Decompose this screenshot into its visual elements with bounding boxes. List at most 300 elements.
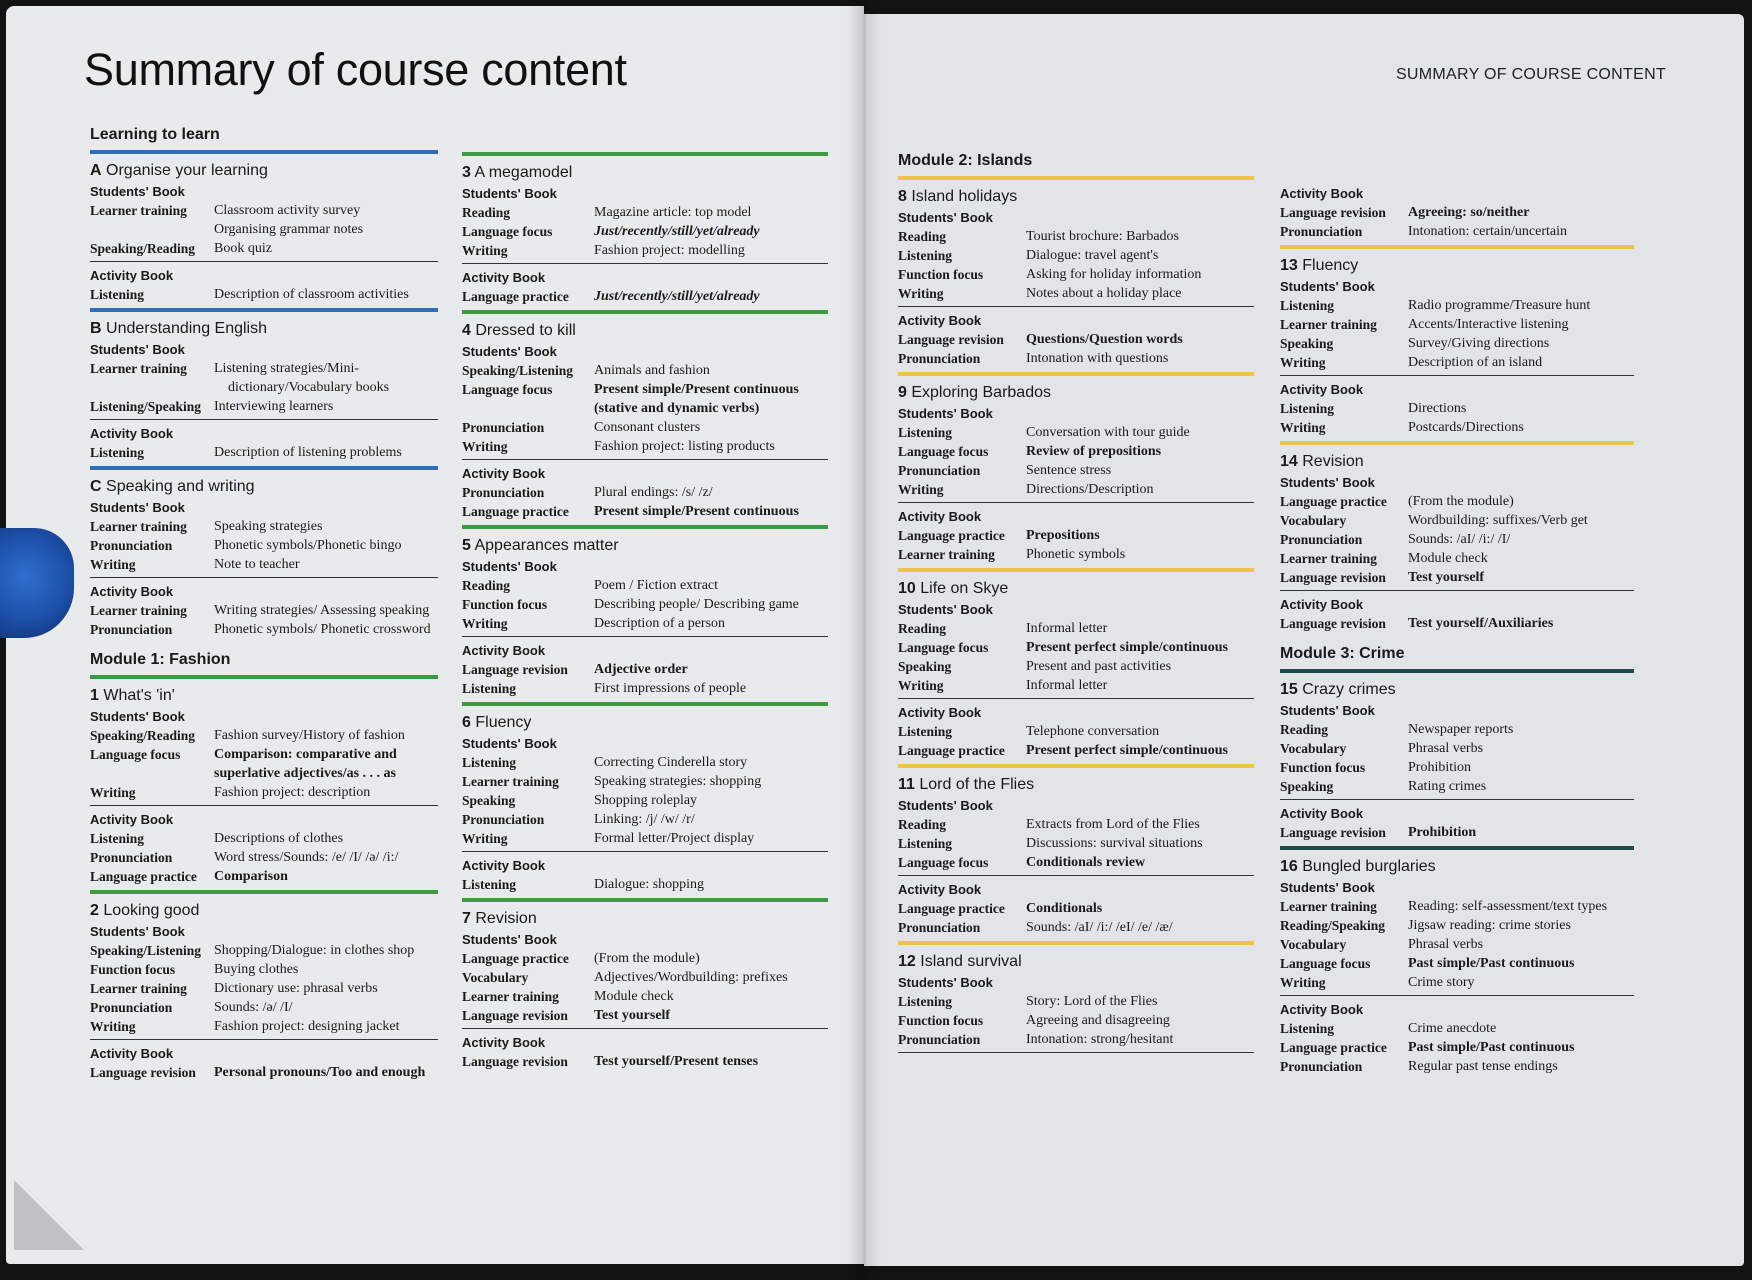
skill-content: Just/recently/still/yet/already — [594, 289, 760, 304]
content-row — [462, 287, 828, 306]
content-row — [1280, 823, 1634, 842]
unit-title — [1280, 679, 1634, 701]
unit-name: Exploring Barbados — [911, 384, 1051, 401]
skill-content: Description of an island — [1408, 355, 1543, 370]
skill-label: Speaking/Reading — [90, 241, 196, 256]
content-row — [1280, 334, 1634, 353]
content-row — [898, 1011, 1254, 1030]
skill-label: Language revision — [1280, 205, 1386, 220]
skill-label: Language revision — [1280, 825, 1386, 840]
unit-number: 9 — [898, 384, 907, 401]
content-row — [898, 227, 1254, 246]
skill-content: Description of listening problems — [214, 445, 402, 460]
skill-content: (From the module) — [1408, 494, 1514, 509]
skill-label: Pronunciation — [90, 622, 173, 637]
skill-label: Language practice — [898, 743, 1005, 758]
content-row — [462, 614, 828, 633]
content-row — [462, 241, 828, 260]
divider — [462, 636, 828, 637]
content-row — [90, 829, 438, 848]
skill-label: Listening — [462, 877, 517, 892]
skill-label: Writing — [462, 831, 508, 846]
unit-name: Life on Skye — [920, 580, 1009, 597]
skill-label: Learner training — [90, 203, 187, 218]
section-rule — [90, 150, 438, 154]
content-row — [1280, 511, 1634, 530]
skill-label: Writing — [1280, 975, 1326, 990]
content-row — [90, 1017, 438, 1036]
skill-label: Listening — [1280, 1021, 1335, 1036]
content-row — [90, 536, 438, 555]
content-row — [1280, 954, 1634, 973]
skill-content: Fashion project: modelling — [594, 243, 745, 258]
skill-label: Listening/Speaking — [90, 399, 202, 414]
divider — [898, 306, 1254, 307]
section-rule — [462, 898, 828, 902]
content-row — [90, 601, 438, 620]
skill-label: Language revision — [462, 1054, 568, 1069]
unit-name: Island survival — [920, 953, 1022, 970]
unit-title — [462, 320, 828, 342]
content-row — [1280, 492, 1634, 511]
content-row — [1280, 1019, 1634, 1038]
content-row — [90, 397, 438, 416]
divider — [462, 459, 828, 460]
skill-content: Directions — [1408, 401, 1467, 416]
skill-content: Phrasal verbs — [1408, 741, 1484, 756]
book-subheading: Activity Book — [898, 882, 982, 897]
content-row — [1280, 614, 1634, 633]
skill-content: Present simple/Present continuous (stative and dynamic verbs) — [594, 382, 799, 416]
book-subheading: Activity Book — [1280, 806, 1364, 821]
skill-label: Function focus — [90, 962, 176, 977]
skill-label: Speaking/Listening — [462, 363, 574, 378]
book-subheading: Activity Book — [898, 705, 982, 720]
content-row — [462, 660, 828, 679]
book-subheading: Activity Book — [90, 584, 174, 599]
skill-content: Module check — [1408, 551, 1488, 566]
divider — [462, 1028, 828, 1029]
unit-name: A megamodel — [474, 164, 573, 181]
skill-label: Language focus — [90, 747, 181, 762]
skill-label: Writing — [1280, 355, 1326, 370]
skill-content: Buying clothes — [214, 962, 299, 977]
skill-label: Writing — [898, 286, 944, 301]
unit-number: 16 — [1280, 858, 1298, 875]
book-subheading: Students' Book — [898, 406, 993, 421]
skill-content: Present simple/Present continuous — [594, 504, 799, 519]
skill-content: Agreeing: so/neither — [1408, 205, 1530, 220]
skill-label: Language revision — [898, 332, 1004, 347]
divider — [462, 263, 828, 264]
section-rule — [90, 466, 438, 470]
page-corner-fold — [14, 1180, 84, 1250]
book-subheading: Activity Book — [1280, 597, 1364, 612]
skill-label: Listening — [898, 994, 953, 1009]
content-row — [898, 246, 1254, 265]
content-row — [1280, 1057, 1634, 1076]
content-row — [462, 418, 828, 437]
skill-content: Prohibition — [1408, 760, 1472, 775]
skill-content: Rating crimes — [1408, 779, 1487, 794]
unit-number: 10 — [898, 580, 916, 597]
content-row — [1280, 777, 1634, 796]
book-subheading: Activity Book — [90, 426, 174, 441]
content-row — [90, 359, 438, 397]
skill-content: Intonation: certain/uncertain — [1408, 224, 1567, 239]
skill-content: Informal letter — [1026, 621, 1108, 636]
skill-label: Pronunciation — [90, 850, 173, 865]
content-row — [90, 848, 438, 867]
unit-number: 7 — [462, 910, 471, 927]
content-row — [462, 875, 828, 894]
skill-content: Magazine article: top model — [594, 205, 752, 220]
skill-label: Pronunciation — [90, 538, 173, 553]
content-row — [90, 555, 438, 574]
skill-label: Listening — [1280, 298, 1335, 313]
skill-label: Pronunciation — [1280, 224, 1363, 239]
skill-content: Reading: self-assessment/text types — [1408, 899, 1608, 914]
content-row — [898, 638, 1254, 657]
content-row — [90, 1063, 438, 1082]
skill-label: Speaking — [1280, 336, 1334, 351]
content-row — [90, 220, 438, 239]
unit-number: 1 — [90, 687, 99, 704]
content-row — [898, 657, 1254, 676]
unit-number: A — [90, 162, 102, 179]
content-row — [90, 443, 438, 462]
section-rule — [898, 568, 1254, 572]
divider — [1280, 995, 1634, 996]
unit-name: Organise your learning — [106, 162, 268, 179]
book-subheading: Activity Book — [1280, 382, 1364, 397]
book-subheading: Activity Book — [1280, 186, 1364, 201]
skill-label: Vocabulary — [1280, 741, 1347, 756]
section-rule — [898, 941, 1254, 945]
skill-label: Learner training — [90, 519, 187, 534]
skill-content: Descriptions of clothes — [214, 831, 344, 846]
skill-content: Describing people/ Describing game — [594, 597, 799, 612]
unit-number: 8 — [898, 188, 907, 205]
skill-content: Present perfect simple/continuous — [1026, 743, 1228, 758]
content-row — [898, 284, 1254, 303]
unit-title — [462, 535, 828, 557]
skill-content: Postcards/Directions — [1408, 420, 1524, 435]
unit-number: B — [90, 320, 102, 337]
book-subheading: Students' Book — [90, 342, 185, 357]
content-row — [898, 834, 1254, 853]
skill-label: Language focus — [898, 444, 989, 459]
module-heading: Module 1: Fashion — [90, 651, 231, 668]
content-row — [90, 960, 438, 979]
content-row — [898, 676, 1254, 695]
content-row — [462, 829, 828, 848]
spacer — [90, 639, 438, 649]
skill-label: Listening — [898, 836, 953, 851]
skill-label: Listening — [898, 724, 953, 739]
unit-name: Lord of the Flies — [919, 776, 1035, 793]
spacer — [1280, 633, 1634, 643]
unit-name: Revision — [1302, 453, 1364, 470]
skill-content: Sounds: /aI/ /i:/ /eI/ /e/ /æ/ — [1026, 920, 1173, 935]
book-subheading: Activity Book — [462, 466, 546, 481]
skill-content: Conditionals — [1026, 901, 1103, 916]
skill-label: Vocabulary — [1280, 937, 1347, 952]
unit-number: C — [90, 478, 102, 495]
skill-label: Language revision — [1280, 570, 1386, 585]
skill-label: Reading — [462, 578, 511, 593]
content-row — [898, 526, 1254, 545]
unit-title — [1280, 856, 1634, 878]
unit-name: Island holidays — [911, 188, 1018, 205]
content-row — [898, 619, 1254, 638]
divider — [898, 1052, 1254, 1053]
book-subheading: Activity Book — [90, 812, 174, 827]
section-rule — [462, 152, 828, 156]
skill-label: Function focus — [462, 597, 548, 612]
skill-label: Reading — [462, 205, 511, 220]
unit-number: 15 — [1280, 681, 1298, 698]
book-subheading: Students' Book — [898, 975, 993, 990]
unit-title — [1280, 255, 1634, 277]
content-row — [462, 1006, 828, 1025]
content-row — [898, 992, 1254, 1011]
skill-content: Test yourself/Auxiliaries — [1408, 616, 1554, 631]
content-row — [898, 1030, 1254, 1049]
unit-title — [90, 900, 438, 922]
skill-label: Learner training — [90, 981, 187, 996]
skill-label: Writing — [462, 439, 508, 454]
skill-content: Speaking strategies — [214, 519, 323, 534]
skill-content: Test yourself — [1408, 570, 1485, 585]
skill-label: Function focus — [898, 1013, 984, 1028]
content-row — [462, 437, 828, 456]
unit-name: Crazy crimes — [1302, 681, 1396, 698]
skill-label: Pronunciation — [90, 1000, 173, 1015]
content-row — [1280, 222, 1634, 241]
content-row — [462, 810, 828, 829]
skill-content: Phonetic symbols/ Phonetic crossword — [214, 622, 431, 637]
section-rule — [462, 702, 828, 706]
skill-label — [90, 220, 214, 239]
unit-name: Fluency — [1302, 257, 1359, 274]
skill-label: Language practice — [462, 504, 569, 519]
skill-content: First impressions of people — [594, 681, 747, 696]
content-row — [1280, 296, 1634, 315]
skill-content: Conversation with tour guide — [1026, 425, 1190, 440]
skill-content: Sounds: /ə/ /I/ — [214, 1000, 293, 1015]
book-subheading: Activity Book — [898, 509, 982, 524]
skill-content: Extracts from Lord of the Flies — [1026, 817, 1200, 832]
skill-content: Shopping/Dialogue: in clothes shop — [214, 943, 415, 958]
section-rule — [90, 675, 438, 679]
skill-label: Pronunciation — [898, 351, 981, 366]
skill-content: Story: Lord of the Flies — [1026, 994, 1158, 1009]
book-subheading: Students' Book — [462, 932, 557, 947]
content-row — [90, 726, 438, 745]
content-row — [462, 1052, 828, 1071]
book-subheading: Activity Book — [462, 1035, 546, 1050]
skill-label: Learner training — [1280, 551, 1377, 566]
content-row — [898, 815, 1254, 834]
skill-content: Classroom activity survey — [214, 203, 361, 218]
unit-title — [462, 908, 828, 930]
skill-content: Informal letter — [1026, 678, 1108, 693]
unit-title — [1280, 451, 1634, 473]
book-subheading: Students' Book — [462, 344, 557, 359]
content-row — [1280, 315, 1634, 334]
book-subheading: Students' Book — [898, 798, 993, 813]
content-row — [462, 968, 828, 987]
skill-content: Phonetic symbols/Phonetic bingo — [214, 538, 402, 553]
book-subheading: Students' Book — [90, 924, 185, 939]
skill-content: Intonation: strong/hesitant — [1026, 1032, 1174, 1047]
skill-label: Pronunciation — [898, 463, 981, 478]
skill-label: Listening — [898, 248, 953, 263]
content-row — [90, 745, 438, 783]
book-subheading: Students' Book — [462, 559, 557, 574]
divider — [90, 577, 438, 578]
skill-content: Comparison — [214, 869, 288, 884]
divider — [898, 698, 1254, 699]
unit-name: Bungled burglaries — [1302, 858, 1436, 875]
skill-content: Description of a person — [594, 616, 726, 631]
skill-content: Conditionals review — [1026, 855, 1146, 870]
skill-label: Function focus — [898, 267, 984, 282]
skill-label: Writing — [898, 482, 944, 497]
skill-label: Vocabulary — [462, 970, 529, 985]
unit-number: 14 — [1280, 453, 1298, 470]
content-row — [1280, 399, 1634, 418]
book-subheading: Students' Book — [90, 709, 185, 724]
unit-title — [898, 186, 1254, 208]
skill-content: Phrasal verbs — [1408, 937, 1484, 952]
book-subheading: Activity Book — [462, 270, 546, 285]
skill-label: Language practice — [1280, 494, 1387, 509]
book-subheading: Activity Book — [90, 1046, 174, 1061]
skill-content: Fashion project: listing products — [594, 439, 775, 454]
module-heading: Module 3: Crime — [1280, 645, 1405, 662]
unit-number: 11 — [898, 776, 915, 793]
unit-title — [90, 685, 438, 707]
skill-label: Learner training — [90, 603, 187, 618]
content-row — [898, 265, 1254, 284]
book-subheading: Students' Book — [1280, 880, 1375, 895]
content-row — [898, 918, 1254, 937]
skill-label: Language practice — [1280, 1040, 1387, 1055]
skill-content: Test yourself — [594, 1008, 671, 1023]
content-row — [462, 483, 828, 502]
unit-number: 13 — [1280, 257, 1298, 274]
skill-label: Writing — [898, 678, 944, 693]
skill-content: Just/recently/still/yet/already — [594, 224, 760, 239]
unit-title — [898, 951, 1254, 973]
skill-label: Speaking — [898, 659, 952, 674]
module-heading: Module 2: Islands — [898, 152, 1033, 169]
unit-title — [898, 382, 1254, 404]
content-row — [462, 361, 828, 380]
unit-title — [90, 476, 438, 498]
skill-content: Wordbuilding: suffixes/Verb get — [1408, 513, 1588, 528]
skill-content: Comparison: comparative and superlative adjectives/as . . . as — [214, 747, 397, 781]
section-rule — [462, 525, 828, 529]
skill-label: Language focus — [898, 855, 989, 870]
content-row — [90, 239, 438, 258]
skill-label: Learner training — [1280, 899, 1377, 914]
content-row — [1280, 720, 1634, 739]
unit-name: What's 'in' — [103, 687, 175, 704]
unit-number: 4 — [462, 322, 471, 339]
skill-content: Newspaper reports — [1408, 722, 1514, 737]
content-row — [462, 772, 828, 791]
content-row — [90, 783, 438, 802]
skill-label: Writing — [90, 785, 136, 800]
skill-label: Vocabulary — [1280, 513, 1347, 528]
skill-label: Language practice — [462, 289, 569, 304]
content-column-4 — [1280, 184, 1634, 1076]
skill-content: Crime story — [1408, 975, 1475, 990]
skill-content: Regular past tense endings — [1408, 1059, 1558, 1074]
section-rule — [1280, 846, 1634, 850]
skill-label: Speaking/Listening — [90, 943, 202, 958]
book-subheading: Students' Book — [90, 184, 185, 199]
skill-label: Listening — [898, 425, 953, 440]
unit-number: 12 — [898, 953, 916, 970]
skill-label: Pronunciation — [462, 485, 545, 500]
content-column-1 — [90, 124, 438, 1082]
book-subheading: Students' Book — [1280, 279, 1375, 294]
content-row — [1280, 916, 1634, 935]
unit-name: Dressed to kill — [475, 322, 576, 339]
content-row — [898, 349, 1254, 368]
skill-content: Prohibition — [1408, 825, 1477, 840]
skill-content: Consonant clusters — [594, 420, 701, 435]
skill-label: Listening — [90, 287, 145, 302]
skill-content: Fashion project: description — [214, 785, 371, 800]
skill-content: Telephone conversation — [1026, 724, 1160, 739]
content-row — [1280, 530, 1634, 549]
divider — [1280, 590, 1634, 591]
divider — [90, 805, 438, 806]
book-subheading: Students' Book — [462, 186, 557, 201]
skill-content: Crime anecdote — [1408, 1021, 1497, 1036]
book-subheading: Students' Book — [462, 736, 557, 751]
running-head: SUMMARY OF COURSE CONTENT — [1395, 66, 1666, 83]
divider — [90, 419, 438, 420]
skill-label: Speaking/Reading — [90, 728, 196, 743]
skill-content: Prepositions — [1026, 528, 1100, 543]
book-subheading: Students' Book — [90, 500, 185, 515]
skill-content: Dictionary use: phrasal verbs — [214, 981, 378, 996]
divider — [462, 851, 828, 852]
content-row — [462, 502, 828, 521]
skill-content: Discussions: survival situations — [1026, 836, 1203, 851]
skill-content: Writing strategies/ Assessing speaking — [214, 603, 430, 618]
unit-name: Looking good — [103, 902, 200, 919]
book-subheading: Students' Book — [898, 602, 993, 617]
content-row — [1280, 973, 1634, 992]
skill-content: Poem / Fiction extract — [594, 578, 719, 593]
content-row — [1280, 568, 1634, 587]
skill-content: Linking: /j/ /w/ /r/ — [594, 812, 695, 827]
skill-label: Language revision — [1280, 616, 1386, 631]
skill-content: Past simple/Past continuous — [1408, 956, 1575, 971]
skill-label: Language focus — [462, 382, 553, 397]
book-subheading: Activity Book — [462, 643, 546, 658]
book-subheading: Students' Book — [1280, 703, 1375, 718]
skill-label: Reading/Speaking — [1280, 918, 1386, 933]
content-row — [898, 442, 1254, 461]
